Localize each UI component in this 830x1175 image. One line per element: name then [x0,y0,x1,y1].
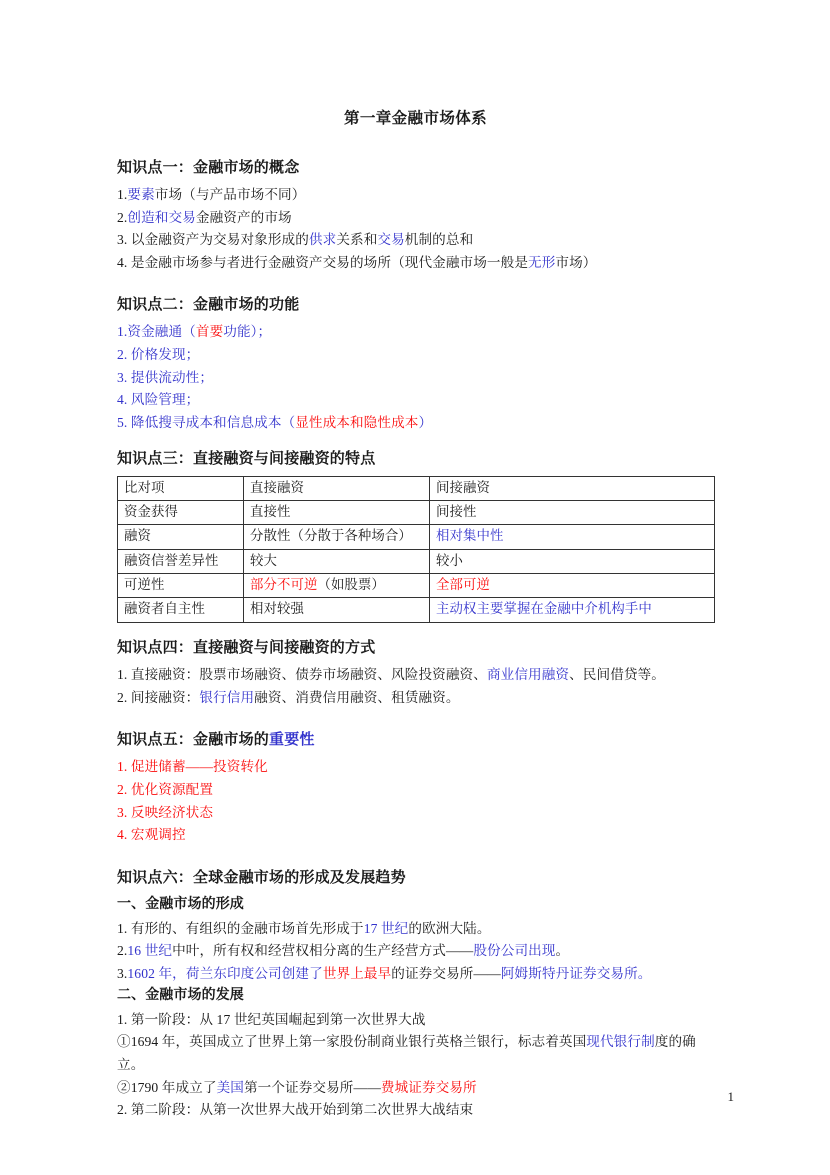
text-run: 2. [117,943,128,959]
text-run: 1. [117,186,128,202]
table-cell [430,549,715,573]
text-run: 4. 风险管理； [117,392,200,408]
text-run: ②1790 年成立了 [117,1079,217,1095]
text-run: 3. 提供流动性； [117,369,214,385]
text-run: 16 世纪 [127,943,173,959]
section-knowledge-point-6 [117,867,714,1122]
section-knowledge-point-3 [117,448,714,623]
section-heading [117,729,714,752]
list-item [117,252,714,275]
table-cell [430,598,715,622]
text-run: 现代银行制 [586,1034,655,1050]
text-run: 2. [117,209,128,225]
text-run: 1. 直接融资：股票市场融资、债券市场融资、风险投资融资、 [117,667,487,682]
text-run: （如股票） [317,577,385,592]
text-run: 融资 [124,528,151,544]
text-run: 3. 反映经济状态 [117,804,214,820]
table-row [118,549,715,573]
text-run: 股份公司出现 [473,943,556,959]
text-run: 4. 宏观调控 [117,827,186,843]
text-run: 资金融通（ [127,324,196,340]
text-run: 可逆性 [124,577,165,592]
list-item [117,1099,714,1122]
page-title: 第一章金融市场体系 [343,110,488,127]
table-cell [118,525,244,549]
subsection-formation [117,894,714,985]
text-run: 市场） [555,254,597,270]
text-run: 间接性 [436,503,477,519]
table-cell [118,574,244,598]
text-run: 主动权主要掌握在金融中介机构手中 [436,601,652,617]
text-run: 的证券交易所—— [391,965,501,981]
text-run: 显性成本和隐性成本 [295,414,419,430]
text-run: 创造和交易 [127,209,196,225]
section-knowledge-point-1 [117,157,714,275]
text-run: 重要性 [269,732,315,749]
text-run: 关系和 [336,232,378,248]
text-run: ①1694 年，英国成立了世界上第一家股份制商业银行英格兰银行，标志着英国 [117,1034,587,1050]
text-run: 第一个证券交易所—— [243,1079,381,1095]
table-cell [244,549,430,573]
text-run: 机制的总和 [404,232,474,248]
list-item [117,918,714,941]
text-run: 供求 [308,232,337,248]
list-item [117,940,714,963]
table-cell [118,476,244,500]
text-run: 直接性 [250,503,291,519]
spacer [117,709,714,729]
text-run: 17 世纪 [363,920,409,936]
table-row [118,476,715,500]
page-number: 1 [727,1089,734,1104]
list-item [117,756,714,779]
section-knowledge-point-4 [117,637,714,709]
text-run: 度的确立。 [117,1034,696,1073]
table-cell [244,598,430,622]
text-run: 1602 年，荷兰东印度公司创建了 [127,965,323,981]
list-item [117,1009,714,1032]
table-cell [430,574,715,598]
subsection-heading: 一、金融市场的形成 [117,896,244,912]
text-run: 全部可逆 [436,577,490,592]
spacer [117,847,714,867]
text-run: 费城证券交易所 [380,1079,477,1095]
table-cell [118,500,244,524]
section-heading: 知识点四：直接融资与间接融资的方式 [117,639,376,656]
table-cell [244,574,430,598]
text-run: 相对集中性 [436,528,504,544]
text-run: 世界上最早 [322,965,392,981]
text-run: 2. 优化资源配置 [117,781,214,797]
list-item [117,664,714,687]
section-knowledge-point-5 [117,729,714,847]
list-item [117,344,714,367]
text-run: 2. 价格发现； [117,347,200,362]
text-run: 无形 [528,254,556,270]
table-row [118,500,715,524]
list-item [117,229,714,252]
text-run: 银行信用 [199,689,255,705]
text-run: 交易 [377,232,405,248]
text-run: 2. 第二阶段：从第一次世界大战开始到第二次世界大战结束 [117,1102,474,1118]
text-run: 部分不可逆 [250,577,318,592]
list-item [117,1077,714,1100]
table-row [118,525,715,549]
text-run: 1. 有形的、有组织的金融市场首先形成于 [117,920,364,936]
text-run: 比对项 [124,479,165,495]
list-item [117,184,714,207]
text-run: 。 [555,943,570,959]
text-run: 首要 [195,324,224,340]
text-run: 阿姆斯特丹证券交易所。 [500,965,652,981]
text-run: 、民间借贷等。 [569,667,665,682]
text-run: 要素 [127,186,155,202]
list-item [117,802,714,825]
table-cell [244,525,430,549]
text-run: 美国 [216,1079,244,1095]
list-item [117,779,714,802]
text-run: 知识点五：金融市场的 [117,732,270,749]
text-run: 3. 以金融资产为交易对象形成的 [117,232,309,248]
section-heading: 知识点一：金融市场的概念 [117,159,300,176]
text-run: 1. 促进储蓄——投资转化 [117,759,268,775]
section-heading: 知识点六：全球金融市场的形成及发展趋势 [117,869,406,886]
table-cell [118,549,244,573]
spacer [117,623,714,637]
table-cell [244,476,430,500]
subsection-development [117,985,714,1121]
section-heading: 知识点二：金融市场的功能 [117,297,300,314]
text-run: 相对较强 [250,601,304,617]
list-item [117,412,714,435]
table-cell [118,598,244,622]
text-run: 较小 [436,552,463,568]
text-run: 较大 [250,552,277,568]
table-row [118,598,715,622]
table-row [118,574,715,598]
text-run: 融资、消费信用融资、租赁融资。 [254,689,460,705]
table-body [118,476,715,622]
subsection-heading: 二、金融市场的发展 [117,988,244,1004]
list-item [117,1031,714,1076]
list-item [117,321,714,344]
text-run: 4. 是金融市场参与者进行金融资产交易的场所（现代金融市场一般是 [117,254,529,270]
text-run: 市场（与产品市场不同） [154,186,306,202]
section-knowledge-point-2 [117,294,714,434]
text-run: 1. [117,324,128,340]
list-item [117,963,714,986]
list-item [117,389,714,412]
text-run: 1. 第一阶段：从 17 世纪英国崛起到第一次世界大战 [117,1011,426,1027]
spacer [117,274,714,294]
text-run: 分散性（分散于各种场合） [250,528,412,544]
table-cell [430,476,715,500]
text-run: ） [418,414,433,430]
text-run: 2. 间接融资： [117,689,200,705]
text-run: 的欧洲大陆。 [408,920,491,936]
text-run: 间接融资 [436,479,490,495]
text-run: 融资者自主性 [124,601,205,617]
text-run: 5. 降低搜寻成本和信息成本（ [117,414,296,430]
text-run: 融资信誉差异性 [124,552,219,568]
table-cell [430,525,715,549]
text-run: 功能）； [223,324,272,340]
section-heading: 知识点三：直接融资与间接融资的特点 [117,451,376,468]
text-run: 中叶，所有权和经营权相分离的生产经营方式—— [172,943,474,959]
list-item [117,824,714,847]
table-cell [430,500,715,524]
list-item [117,367,714,390]
text-run: 商业信用融资 [486,667,570,682]
list-item [117,687,714,710]
text-run: 直接融资 [250,479,304,495]
document-body [117,108,714,1122]
spacer [117,434,714,448]
text-run: 资金获得 [124,503,178,519]
list-item [117,207,714,230]
comparison-table [117,476,715,623]
table-cell [244,500,430,524]
text-run: 3. [117,965,128,981]
text-run: 金融资产的市场 [195,209,292,225]
